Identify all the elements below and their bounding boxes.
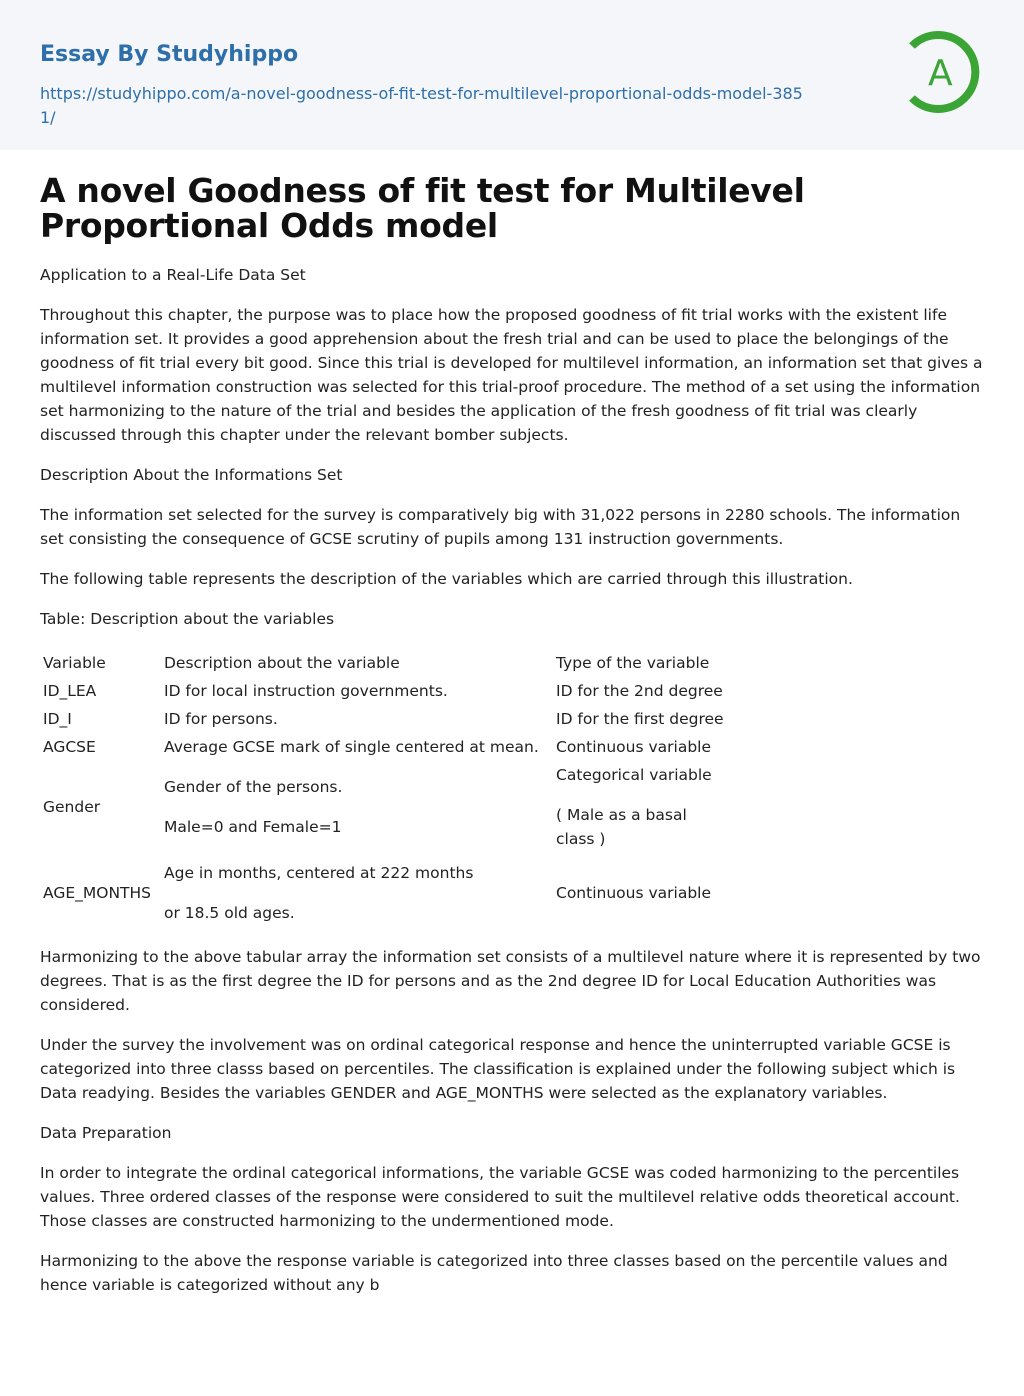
description-line: Age in months, centered at 222 months	[164, 864, 474, 882]
table-header-row	[40, 649, 729, 677]
cell-type	[553, 761, 729, 853]
cell-description	[161, 761, 553, 853]
cell-type: Continuous variable	[556, 738, 711, 756]
source-url-link[interactable]: https://studyhippo.com/a-novel-goodness-of-fit-test-for-multilevel-proportional-odds-model-3851/	[40, 84, 803, 127]
table-row	[40, 677, 729, 705]
description-line: Male=0 and Female=1	[164, 818, 342, 836]
description-line: Gender of the persons.	[164, 778, 343, 796]
paragraph-categorization: Harmonizing to the above the response variable is categorized into three classes based on the percentile values and hence variable is categorized without any b	[40, 1252, 948, 1294]
cell-variable: AGCSE	[43, 738, 96, 756]
section-heading-preparation: Data Preparation	[40, 1124, 172, 1142]
description-line: or 18.5 old ages.	[164, 904, 295, 922]
table-row	[40, 853, 729, 927]
cell-type: ID for the 2nd degree	[556, 682, 723, 700]
paragraph-intro: Throughout this chapter, the purpose was to place how the proposed goodness of fit trial works with the existent life information set. It provides a good apprehension about the fresh trial and can be used to place the belongings of the goodness of fit trial every bit good. Since this trial is developed for multilevel information, an information set that gives a multilevel information construction was selected for this trial-proof procedure. The method of a set using the information set harmonizing to the nature of the trial and besides the application of the fresh goodness of fit trial was clearly discussed through this chapter under the relevant bomber subjects.	[40, 306, 983, 444]
table-row	[40, 705, 729, 733]
paragraph-preparation: In order to integrate the ordinal categorical informations, the variable GCSE was coded harmonizing to the percentiles values. Three ordered classes of the response were considered to suit the multilevel relative odds theoretical account. Those classes are constructed harmonizing to the undermentioned mode.	[40, 1164, 960, 1230]
paragraph-table-summary: Harmonizing to the above tabular array the information set consists of a multilevel nature where it is represented by two degrees. That is as the first degree the ID for persons and as the 2nd degree ID for Local Education Authorities was considered.	[40, 948, 981, 1014]
studyhippo-logo-icon[interactable]	[900, 30, 984, 114]
header-variable: Variable	[43, 654, 106, 672]
type-line: ( Male as a basal class )	[556, 806, 687, 848]
header-description: Description about the variable	[164, 654, 400, 672]
page-title: A novel Goodness of fit test for Multilevel Proportional Odds model	[40, 171, 805, 245]
cell-description: ID for local instruction governments.	[164, 682, 448, 700]
cell-description: Average GCSE mark of single centered at mean.	[164, 738, 539, 756]
cell-variable: ID_I	[43, 710, 72, 728]
cell-type: Continuous variable	[556, 884, 711, 902]
site-header	[0, 0, 1024, 150]
variables-table	[40, 649, 729, 927]
cell-description: ID for persons.	[164, 710, 278, 728]
article-body	[0, 150, 1024, 1297]
section-heading-description: Description About the Informations Set	[40, 466, 343, 484]
paragraph-table-intro: The following table represents the description of the variables which are carried through this illustration.	[40, 570, 853, 588]
brand-title[interactable]: Essay By Studyhippo	[40, 42, 299, 67]
cell-variable: AGE_MONTHS	[43, 884, 152, 902]
table-row	[40, 733, 729, 761]
paragraph-survey: Under the survey the involvement was on ordinal categorical response and hence the uninterrupted variable GCSE is categorized into three classs based on percentiles. The classification is explained under the following subject which is Data readying. Besides the variables GENDER and AGE_MONTHS were selected as the explanatory variables.	[40, 1036, 956, 1102]
table-caption: Table: Description about the variables	[40, 610, 335, 628]
cell-type: ID for the first degree	[556, 710, 724, 728]
paragraph-data-set: The information set selected for the survey is comparatively big with 31,022 persons in 2280 schools. The information set consisting the consequence of GCSE scrutiny of pupils among 131 instruction governments.	[40, 506, 961, 548]
type-line: Categorical variable	[556, 766, 712, 784]
cell-variable: Gender	[43, 798, 101, 816]
table-row	[40, 761, 729, 853]
logo-letter: A	[928, 53, 953, 94]
header-type: Type of the variable	[556, 654, 710, 672]
cell-description	[161, 853, 553, 927]
article-subtitle: Application to a Real-Life Data Set	[40, 266, 306, 284]
cell-variable: ID_LEA	[43, 682, 97, 700]
